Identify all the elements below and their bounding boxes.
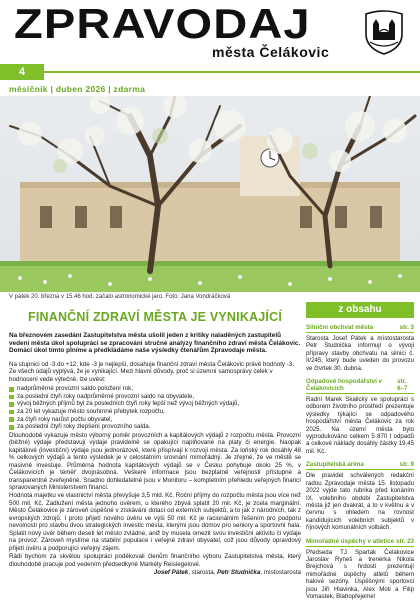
contents-item-title: Silniční obchvat města — [306, 324, 374, 331]
newsletter-subtitle: města Čelákovic — [212, 44, 330, 60]
contents-heading: z obsahu — [306, 302, 414, 318]
signature-name: Petr Studnička — [217, 569, 261, 576]
reasons-list — [9, 385, 301, 431]
list-item: za čtyři roky narůst počtu obyvatel, — [9, 416, 301, 424]
header-divider — [44, 71, 420, 73]
article-headline: FINANČNÍ ZDRAVÍ MĚSTA JE VYNIKAJÍCÍ — [27, 310, 282, 324]
contents-item-page: str. 3 — [399, 324, 414, 331]
contents-item-title: Odpadové hospodářství v Čelákovicích — [306, 378, 382, 393]
signature-name: Josef Pátek — [153, 569, 189, 576]
article-signature — [9, 569, 301, 576]
article-paragraph: Hodnota majetku ve vlastnictví města převyšuje 3,5 mld. Kč. Roční příjmy do rozpočtu města jsou více než 500 mil. Kč. Zadlužení města jednoho úvěrem, u kterého zbývá splatit 20 mil. Kč, je zcela marginální. Město Čelákovice je zároveň úspěšné v získávání dotací od externích subjektů, a to jak z národních, tak z evropských zdrojů. I proto přijetí nového úvěru ve výši 50 mil. Kč je racionálním řešením pro podporu nevolnosti pro stavbu dvou strategických investic města, kterými jsou domov pro seniory a sportovní hala. Splatit nový úvěr během deseti let město zvládne, aniž by musela omezit svou investiční aktivitu či výdaje na provoz. Zároveň myslíme na stabilní populace i veřejné zdraví obyvatel, což jsou důvody opravdový přijetí úvěru a podporující veřejný zájem. — [9, 492, 301, 552]
list-item: nadprůměrné provozní saldo položení rok, — [9, 385, 301, 393]
article-lead: Na březnovém zasedání Zastupitelstva města ušolil jeden z kritiky naladěných zastupitelů vedení města úkol spolupráci se zpracování stručné analýzy finančního zdraví města Čelákovic. Domácí úkol tímto plníme a předkládáme naše výsledky čtenářům Zpravodaje města. — [9, 332, 301, 355]
cover-photo — [0, 96, 420, 292]
contents-item-text: Radní Marek Skalický ve spolupráci s odborem životního prostředí prezentuje výsledky týkající se odpadového hospodářství města Čelákovic za rok 2025. Na území města bylo vyprodukováno celkem 5 870 t odpadů a celkové náklady dosáhly částky 19,45 mil. Kč. — [306, 396, 414, 455]
article-paragraph: Dlouhodobě vykazuje město výborný poměr provozních a kapitálových výdajů z rozpočtu města. Provozní (běžné) výdaje představují výdaje pravidelně se opakující naplňované na platy či energie. Naopak kapitálové (investiční) výdaje jsou jednorázové, které přispívají k rozvoji města. Za loňský rok dosáhly 48 % celkových výdajů a tento výsledek je v celostátním srovnání mimořádný. Je zřejmé, že ve městě se masivně investuje. Průměrná hodnota kapitálových výdajů se v Česku pohybuje okolo 25 %, v Čelákovicích je téměř dvojnásobná. Veškeré informace jsou bezplatně veřejnosti přístupné a transparentně zveřejněné. Snadno dohledatelné jsou v Monitoru – kompletním přehledu veřejných financí spravovaných Ministerstvem financí. — [9, 431, 301, 492]
list-item: vývoj běžných příjmů byl za posledních čtyři roky lepší než vývoj běžných výdajů, — [9, 400, 301, 408]
article-paragraph: Rádi bychom za skvělou spolupráci poděkovali členům finančního výboru Zastupitelstva města, který dlouhodobě pracuje pod vedením předsedkyně Markéty Reisiegelové. — [9, 553, 301, 568]
article-intro: Na stupnici od -3 do +12, kde -3 je nejlepší, dosahuje finanční zdraví města Čelákovic právě hodnoty -3. Ze všech údajů vyplývá, že je vynikající. Mezi hlavní důvody, proč si územní samosprávy celek v hodnocení vede výtečně, lze uvést: — [9, 360, 294, 383]
contents-sidebar — [306, 302, 414, 600]
contents-item-title: Mimořádné úspěchy v atletice — [306, 537, 395, 545]
contents-item-text: Starosta Josef Pátek a místostarosta Petr Studnička informují o vývoji přípravy stavby obchvatu na silnici č. II/245, který bude uveden do provozu ve čtvrtek 30. dubna. — [306, 335, 414, 372]
contents-item-title: Zastupitelská aréna — [306, 461, 364, 469]
contents-item[interactable] — [306, 538, 414, 600]
list-item: za 20 let vykazuje město souhrnné přebytek rozpočtu, — [9, 408, 301, 416]
town-crest-icon — [362, 6, 406, 56]
contents-item-page: str. 23 — [396, 537, 414, 545]
masthead — [0, 0, 420, 62]
issue-info: měsíčník | duben 2026 | zdarma — [9, 84, 146, 94]
list-item: za poslední čtyři roky zlepšení provozního salda. — [9, 423, 301, 431]
main-article — [9, 304, 301, 576]
issue-number-badge: 4 — [0, 64, 44, 80]
newsletter-title: ZPRAVODAJ — [14, 0, 311, 47]
list-item: za poslední čtyři roky nadprůměrné provozní saldo na obyvatele, — [9, 393, 301, 401]
signature-role: , místostarosta — [260, 569, 301, 576]
contents-item[interactable] — [306, 324, 414, 372]
contents-item[interactable] — [306, 378, 414, 455]
photo-caption: V pátek 20. března v 15.46 hod. začalo astronomické jaro. Foto: Jana Vondráčková — [9, 294, 231, 300]
signature-role: , starosta, — [188, 569, 218, 576]
contents-item-page: str. 9 — [399, 461, 414, 469]
contents-item-page: str. 6–7 — [397, 378, 408, 393]
contents-item-text: Předseda TJ Spartak Čelákovice Jaroslav Ryneš a trenérka Nikola Brejchová s hrdostí prezentují mimořádné úspěchy atletů během halové sezóny. Úspěšnými sportovci jsou Jiří Hlavinka, Alex Moti a Filip Vomastek, Blahopřejeme! — [306, 548, 414, 600]
contents-item[interactable] — [306, 461, 414, 531]
contents-item-text: Dle pravidel schválených redakční radou Zpravodaje města 15. listopadu 2022 vyjde tato rubrika před konáním IX. volebního období Zastupitelstva města již jen dvakrát, a to v květnu a v červnu s ohledem na rovnost kandidujících volebních subjektů v říjnových komunálních volbách. — [306, 472, 414, 532]
